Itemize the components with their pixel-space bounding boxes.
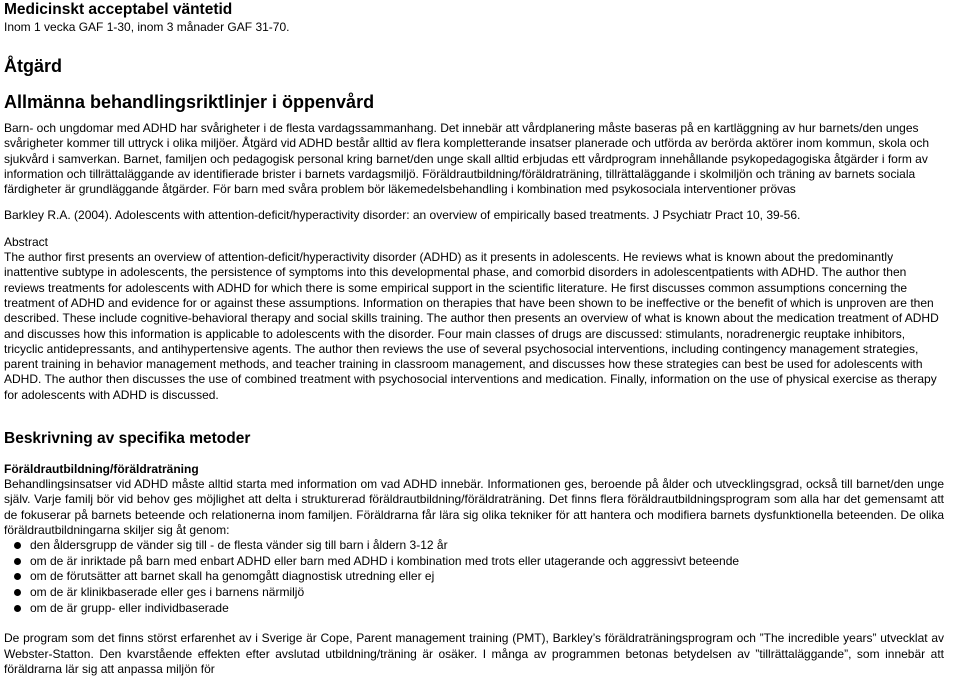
heading-beskrivning: Beskrivning av specifika metoder xyxy=(4,430,251,448)
bullet-icon xyxy=(14,605,21,612)
closing-paragraph: De program som det finns störst erfarenhet av i Sverige är Cope, Parent management training (PMT), Barkley’s föräldraträningsprogram och ”The incredible years” utvecklat av Webster-Statton. Den kvarstående effekten efter avslutad utbildning/träning är osäker. I många av programmen betonas betydelsen av ”tillrättaläggande”, som innebär att föräldrarna lär sig att anpassa miljön för xyxy=(4,631,944,676)
foraldra-paragraph: Behandlingsinsatser vid ADHD måste alltid starta med information om vad ADHD innebär. Informationen ges, beroende på ålder och utvecklingsgrad, också till barnet/den unge själv. Varje familj bör vid behov ges möjlighet att delta i strukturerad föräldrautbildning/föräldraträning. Det finns flera föräldrautbildningsprogram som alla har det gemensamt att de fokuserar på barnets beteende och relationerna inom familjen. Föräldrarna får lära sig olika tekniker för att hantera och modifiera barnets dysfunktionella beteenden. De olika föräldrautbildningarna skiljer sig åt genom: xyxy=(4,477,944,537)
list-item: om de förutsätter att barnet skall ha genomgått diagnostisk utredning eller ej xyxy=(4,569,944,585)
abstract-label: Abstract xyxy=(4,234,49,249)
document-page xyxy=(0,1,954,677)
list-item: om de är grupp- eller individbaserade xyxy=(4,601,944,617)
bullet-icon xyxy=(14,573,21,580)
bullet-icon xyxy=(14,589,21,596)
heading-foraldrautbildning: Föräldrautbildning/föräldraträning xyxy=(4,462,199,477)
allmanna-paragraph: Barn- och ungdomar med ADHD har svårigheter i de flesta vardagssammanhang. Det innebär att vårdplanering måste baseras på en kartläggning av hur barnets/den unges svårigheter kommer till uttryck i olika miljöer. Åtgärd vid ADHD består alltid av flera kompletterande insatser planerade och utförda av berörda aktörer inom kommun, skola och sjukvård i samverkan. Barnet, familjen och pedagogisk personal kring barnet/den unge skall alltid erbjudas ett vårdprogram innehållande psykopedagogiska åtgärder i form av information och tillrättaläggande av identifierade brister i barnets vardagsmiljö. Föräldrautbildning/föräldraträning, tillrättaläggande i skolmiljön och träning av barnets sociala färdigheter är grundläggande åtgärder. För barn med svåra problem bör läkemedelsbehandling i kombination med psykosociala interventioner prövas xyxy=(4,121,930,197)
list-item: den åldersgrupp de vänder sig till - de flesta vänder sig till barn i åldern 3-12 år xyxy=(4,538,944,554)
bullet-list xyxy=(4,538,944,616)
heading-atgard: Åtgärd xyxy=(4,56,62,76)
bullet-icon xyxy=(14,558,21,565)
list-item: om de är inriktade på barn med enbart ADHD eller barn med ADHD i kombination med trots eller utagerande och aggressivt beteende xyxy=(4,554,944,570)
waiting-time-text: Inom 1 vecka GAF 1-30, inom 3 månader GAF 31-70. xyxy=(4,20,290,34)
reference-citation: Barkley R.A. (2004). Adolescents with attention-deficit/hyperactivity disorder: an overview of empirically based treatments. J Psychiatr Pract 10, 39-56. xyxy=(4,208,801,223)
abstract-text: The author first presents an overview of attention-deficit/hyperactivity disorder (ADHD) as it presents in adolescents. He reviews what is known about the predominantly inattentive subtype in adolescents, the persistence of symptoms into this developmental phase, and comorbid disorders in adolescentpatients with ADHD. The author then reviews treatments for adolescents with ADHD for which there is some empirical support in the scientific literature. He first discusses common assumptions concerning the treatment of ADHD and evidence for or against these assumptions. Information on therapies that have been shown to be ineffective or the benefit of which is unproven are then described. These include cognitive-behavioral therapy and social skills training. The author then presents an overview of what is known about the medication treatment of ADHD and discusses how this information is applicable to adolescents with the disorder. Four main classes of drugs are discussed: stimulants, noradrenergic reuptake inhibitors, tricyclic antidepressants, and antihypertensive agents. The author then reviews the use of several psychosocial interventions, including contingency management strategies, parent training in behavior management methods, and teacher training in classroom management, and discusses how these strategies can best be used for adolescents with ADHD. The author then discusses the use of combined treatment with psychosocial interventions and medication. Finally, information on the use of physical exercise as therapy for adolescents with ADHD is discussed. xyxy=(4,250,939,402)
bullet-icon xyxy=(14,542,21,549)
document-title: Medicinskt acceptabel väntetid xyxy=(4,1,233,18)
list-item: om de är klinikbaserade eller ges i barnens närmiljö xyxy=(4,585,944,601)
heading-allmanna-riktlinjer: Allmänna behandlingsriktlinjer i öppenvård xyxy=(4,92,375,112)
